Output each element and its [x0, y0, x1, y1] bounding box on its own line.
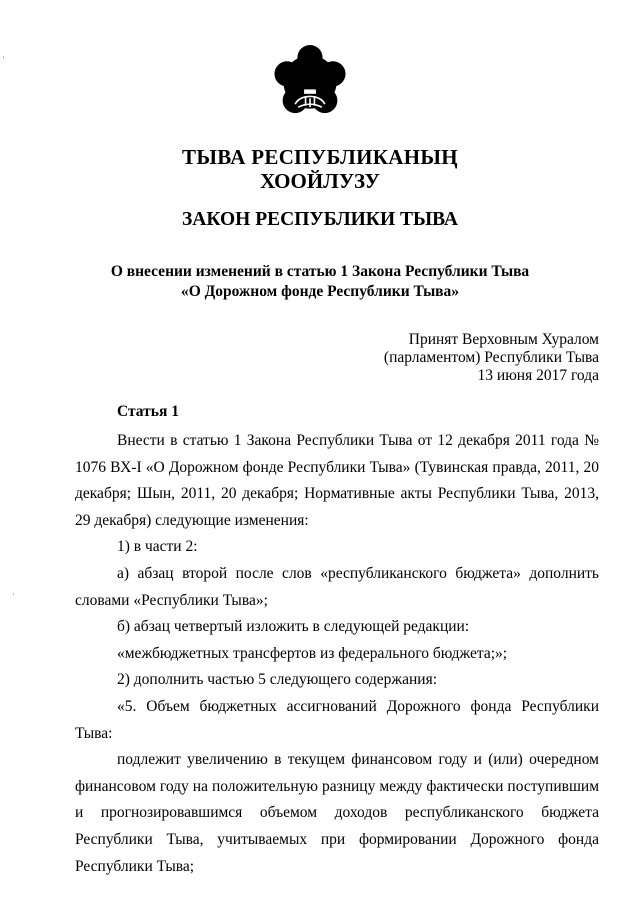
tuva-emblem-icon	[273, 45, 347, 119]
adoption-date: 13 июня 2017 года	[477, 367, 599, 384]
article-body	[75, 428, 599, 880]
subject-line1: О внесении изменений в статью 1 Закона Республики Тыва	[110, 263, 530, 280]
scan-mark: ·	[12, 590, 15, 599]
article-heading: Статья 1	[117, 403, 179, 420]
paragraph-item-a: а) абзац второй после слов «республиканского бюджета» дополнить словами «Республики Тыва»;	[75, 564, 599, 609]
paragraph-part-5: «5. Объем бюджетных ассигнований Дорожного фонда Республики Тыва:	[75, 697, 599, 742]
paragraph-item-b: б) абзац четвертый изложить в следующей редакции:	[117, 618, 470, 636]
title-russian: ЗАКОН РЕСПУБЛИКИ ТЫВА	[181, 209, 459, 230]
scan-mark: '	[3, 55, 5, 64]
title-tuvan-line2: ХООЙЛУЗУ	[260, 169, 380, 193]
paragraph-intro: Внести в статью 1 Закона Республики Тыва от 12 декабря 2011 года № 1076 ВХ-I «О Дорожном фонде Республики Тыва» (Тувинская правда, 2011, 20 декабря; Шын, 2011, 20 декабря; Нормативные акты Республики Тыва, 2013, 29 декабря) следующие изменения:	[75, 432, 599, 529]
paragraph-item-1: 1) в части 2:	[117, 538, 198, 556]
adoption-line1: Принят Верховным Хуралом	[408, 331, 599, 348]
title-tuvan-line1: ТЫВА РЕСПУБЛИКАНЫҢ	[182, 145, 458, 169]
paragraph-part-5-text: подлежит увеличению в текущем финансовом году и (или) очередном финансовом году на положительную разницу между фактически поступившим и прогнозировавшимся объемом доходов республиканского бюджета Республики Тыва, учитываемых при формировании Дорожного фонда Республики Тыва;	[75, 751, 599, 875]
adoption-line2: (парламентом) Республики Тыва	[383, 349, 599, 366]
paragraph-quote: «межбюджетных трансфертов из федерального бюджета;»;	[117, 644, 508, 662]
paragraph-item-2: 2) дополнить частью 5 следующего содержания:	[117, 671, 438, 689]
subject-line2: «О Дорожном фонде Республики Тыва»	[180, 283, 460, 300]
